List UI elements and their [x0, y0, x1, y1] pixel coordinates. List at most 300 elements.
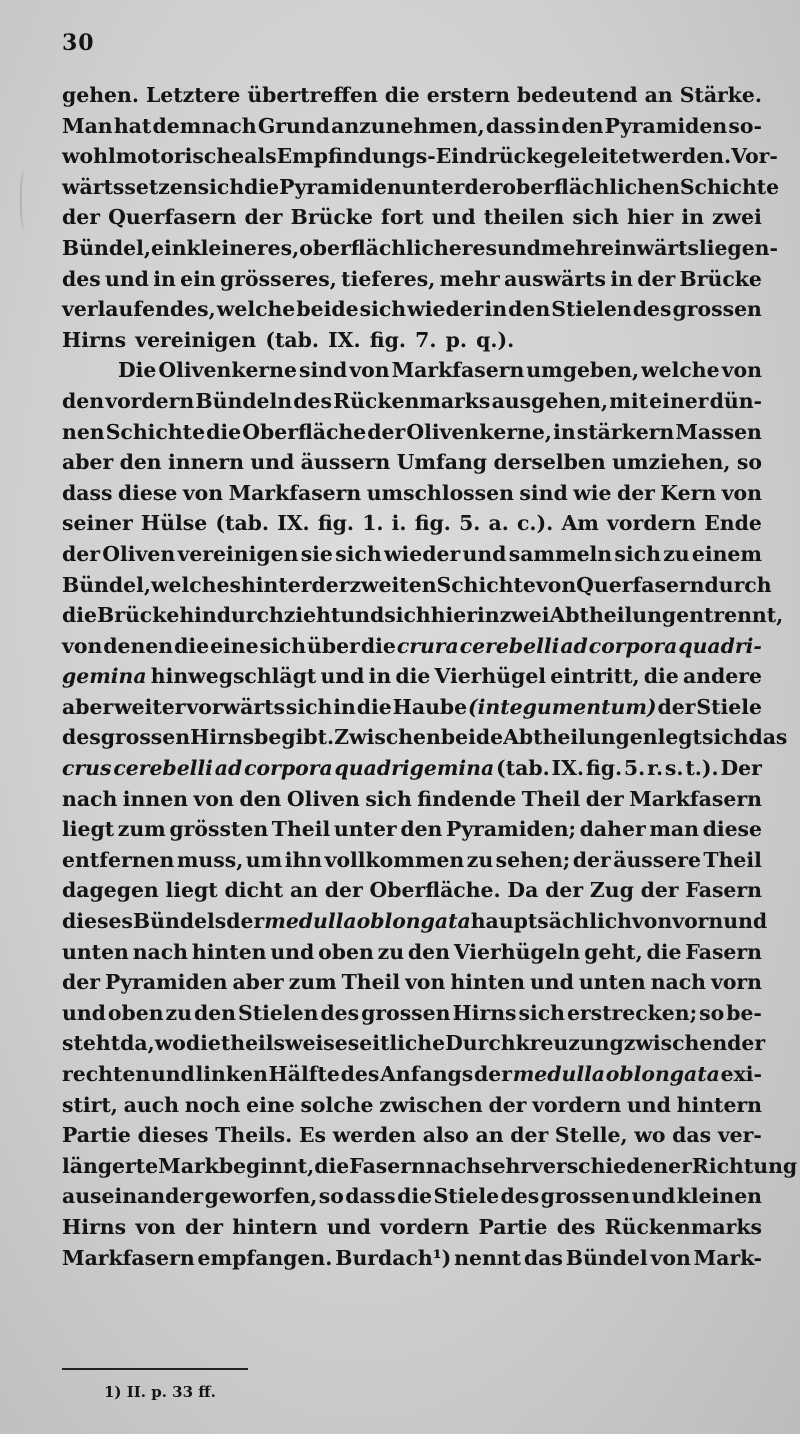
- word: in: [477, 603, 500, 628]
- word: nennt: [454, 1245, 522, 1270]
- word: oblongata: [356, 909, 471, 934]
- word: IX.: [551, 756, 585, 781]
- word: wärts: [62, 174, 125, 199]
- word: Letztere: [145, 83, 241, 107]
- word: des: [293, 388, 332, 413]
- text-line: [62, 80, 762, 111]
- word: einer: [649, 388, 709, 413]
- word: Fasern: [685, 939, 762, 964]
- word: beide: [296, 297, 359, 322]
- word: über: [307, 633, 360, 658]
- word: setzen: [124, 174, 198, 199]
- word: seitliche: [347, 1031, 446, 1056]
- word: sich: [359, 297, 407, 322]
- word: Empfindungs-Eindrücke: [276, 144, 554, 169]
- word: vereinigen: [135, 327, 257, 352]
- word: den: [119, 450, 162, 475]
- word: corpora: [244, 756, 333, 781]
- word: Theil: [703, 847, 762, 872]
- word: legt: [657, 725, 702, 750]
- word: fort: [381, 205, 424, 230]
- word: noch: [184, 1092, 241, 1117]
- word: zu: [165, 1000, 192, 1025]
- word: dün-: [709, 388, 762, 413]
- word: be-: [726, 1000, 762, 1025]
- word: diese: [702, 817, 762, 842]
- word: Querfasern: [576, 572, 705, 597]
- word: Es: [298, 1123, 326, 1148]
- word: Pyramiden: [104, 970, 228, 995]
- word: diese: [117, 480, 178, 505]
- word: Da: [507, 878, 539, 903]
- word: so: [736, 450, 762, 475]
- word: eintritt,: [550, 664, 640, 689]
- word: sie: [300, 541, 333, 566]
- word: zu: [663, 541, 690, 566]
- word: liegt: [62, 817, 115, 842]
- text-line: [62, 141, 778, 172]
- word: Rückenmarks: [604, 1214, 762, 1239]
- word: wohl: [62, 144, 116, 169]
- word: zwischen: [623, 1031, 728, 1056]
- word: sich: [259, 633, 307, 658]
- word: ihn: [284, 847, 323, 872]
- word: hintern: [676, 1092, 762, 1117]
- word: fig.: [317, 511, 355, 536]
- word: und: [150, 1062, 195, 1086]
- word: p.: [445, 327, 467, 352]
- word: theilen: [483, 205, 565, 230]
- word: Rückenmarks: [333, 388, 491, 413]
- text-line: [62, 753, 762, 784]
- text-line: [62, 631, 762, 662]
- text-line: [62, 539, 762, 570]
- margin-pencil-mark: [20, 170, 32, 230]
- word: Oliven: [286, 786, 360, 811]
- word: verschiedener: [531, 1153, 692, 1178]
- word: von: [650, 1245, 691, 1270]
- text-line: [62, 202, 762, 233]
- word: Markfasern: [629, 786, 762, 811]
- word: s.: [664, 756, 684, 781]
- word: Markfasern: [62, 1245, 195, 1270]
- word: den: [561, 113, 604, 138]
- word: und: [723, 909, 768, 934]
- word: die: [206, 419, 242, 444]
- word: Markfasern: [391, 358, 525, 383]
- word: die: [314, 1153, 350, 1178]
- word: cerebelli: [113, 756, 213, 781]
- word: Umfang: [396, 450, 488, 475]
- word: von: [535, 572, 577, 597]
- word: um: [245, 847, 283, 872]
- word: exi-: [720, 1062, 762, 1086]
- word: sammeln: [508, 541, 613, 566]
- word: Hirns: [452, 1000, 517, 1025]
- word: umziehen,: [612, 450, 731, 475]
- word: c.).: [517, 511, 554, 536]
- word: hier: [626, 205, 674, 230]
- word: so-: [728, 113, 762, 138]
- word: sind: [519, 480, 568, 505]
- word: der: [62, 541, 100, 566]
- word: t.).: [685, 756, 719, 781]
- word: beginnt,: [218, 1153, 315, 1178]
- word: und: [496, 235, 541, 260]
- word: wo: [634, 1123, 666, 1148]
- word: von: [349, 358, 390, 383]
- word: der: [640, 878, 679, 903]
- text-line: [62, 814, 762, 845]
- word: Mark: [158, 1153, 219, 1178]
- word: und: [631, 1184, 676, 1209]
- word: kleinen: [676, 1184, 762, 1209]
- word: nach: [425, 1153, 482, 1178]
- word: die: [244, 174, 280, 199]
- word: erstern: [426, 83, 510, 107]
- word: die: [174, 633, 210, 658]
- word: da,: [120, 1031, 155, 1056]
- word: das: [523, 1245, 563, 1270]
- word: zwischen: [379, 1092, 483, 1117]
- word: einem: [691, 541, 762, 566]
- word: Schichte: [436, 572, 536, 597]
- word: Stelle,: [554, 1123, 628, 1148]
- text-line: [62, 998, 762, 1029]
- word: ein: [180, 266, 216, 291]
- text-line: [62, 1181, 762, 1212]
- word: äussere: [613, 847, 701, 872]
- word: crura: [396, 633, 459, 658]
- word: Hülse: [140, 511, 208, 536]
- text-line: [62, 845, 762, 876]
- word: grossen: [672, 297, 762, 322]
- text-line: [62, 570, 772, 601]
- word: Durchkreuzung: [445, 1031, 624, 1056]
- word: motorische: [115, 144, 245, 169]
- word: Schichte: [105, 419, 206, 444]
- word: wo: [154, 1031, 186, 1056]
- word: hinten: [450, 970, 525, 995]
- text-line: [62, 661, 762, 692]
- word: sich: [614, 541, 661, 566]
- word: hauptsächlich: [470, 909, 632, 934]
- word: Bündel: [565, 1245, 648, 1270]
- word: (tab.: [215, 511, 270, 536]
- word: des: [340, 1062, 380, 1086]
- word: 1.: [362, 511, 384, 536]
- word: die: [397, 1184, 433, 1209]
- word: Hirns: [190, 725, 255, 750]
- word: von: [135, 1214, 176, 1239]
- word: zwei: [712, 205, 762, 230]
- text-line: [62, 1028, 766, 1059]
- word: den: [407, 939, 450, 964]
- word: grösseres,: [220, 266, 337, 291]
- word: a.: [488, 511, 509, 536]
- footnote: 1) II. p. 33 ff.: [104, 1383, 216, 1401]
- word: des: [62, 266, 101, 291]
- word: Brücke: [96, 603, 180, 628]
- text-line: [62, 1120, 762, 1151]
- word: in: [333, 694, 356, 719]
- word: sich: [518, 1000, 565, 1025]
- word: und: [320, 664, 365, 689]
- word: in: [610, 266, 633, 291]
- word: und: [105, 266, 149, 291]
- word: Ende: [704, 511, 762, 536]
- word: der: [473, 1062, 512, 1086]
- word: von: [721, 358, 762, 383]
- word: ver-: [717, 1123, 762, 1148]
- word: r.: [647, 756, 664, 781]
- word: bedeutend: [516, 83, 638, 107]
- word: Partie: [478, 1214, 548, 1239]
- word: Olivenkerne,: [406, 419, 552, 444]
- word: (tab.: [496, 756, 550, 781]
- word: aber: [62, 694, 114, 719]
- word: unten: [578, 970, 646, 995]
- word: oblongata: [605, 1062, 720, 1086]
- word: Man: [62, 113, 113, 138]
- word: die: [395, 664, 431, 689]
- word: Stiele: [696, 694, 762, 719]
- word: und: [326, 1214, 371, 1239]
- word: auseinander: [62, 1184, 204, 1209]
- word: Massen: [675, 419, 762, 444]
- text-line: [62, 1151, 798, 1182]
- word: der: [226, 909, 265, 934]
- word: vorwärts: [186, 694, 285, 719]
- word: nach: [132, 939, 189, 964]
- word: und: [529, 970, 574, 995]
- word: Der: [720, 756, 762, 781]
- word: in: [368, 664, 392, 689]
- word: aber: [232, 970, 284, 995]
- word: nen: [62, 419, 105, 444]
- word: des: [632, 297, 672, 322]
- word: daher: [579, 817, 646, 842]
- word: der: [545, 878, 584, 903]
- word: sich: [701, 725, 749, 750]
- word: Partie: [62, 1123, 131, 1148]
- word: den: [193, 1000, 236, 1025]
- word: der: [727, 1031, 766, 1056]
- word: also: [422, 1123, 469, 1148]
- word: vordern: [607, 511, 697, 536]
- word: und: [431, 205, 476, 230]
- word: Mark-: [693, 1245, 762, 1270]
- word: verlaufendes,: [62, 297, 216, 322]
- word: die: [360, 633, 396, 658]
- word: begibt.: [254, 725, 335, 750]
- word: der: [616, 480, 655, 505]
- word: solche: [300, 1092, 374, 1117]
- word: Vierhügeln: [453, 939, 581, 964]
- word: fig.: [414, 511, 451, 536]
- word: die: [62, 603, 97, 628]
- word: kleineres,: [186, 235, 300, 260]
- word: Zug: [589, 878, 634, 903]
- word: rechten: [62, 1062, 151, 1086]
- word: umgeben,: [526, 358, 640, 383]
- word: vordern: [105, 388, 195, 413]
- word: oben: [107, 1000, 164, 1025]
- word: sich: [365, 786, 412, 811]
- word: Hälfte: [268, 1062, 340, 1086]
- text-line: [62, 937, 762, 968]
- word: 5.: [459, 511, 481, 536]
- text-line: [62, 600, 784, 631]
- word: man: [649, 817, 699, 842]
- word: hinwegschlägt: [150, 664, 317, 689]
- word: dicht: [224, 878, 284, 903]
- word: Theil: [521, 786, 581, 811]
- word: der: [311, 572, 350, 597]
- word: des: [320, 1000, 360, 1025]
- word: von: [405, 970, 446, 995]
- word: quadrigemina: [334, 756, 495, 781]
- word: sich: [197, 174, 245, 199]
- word: an: [644, 83, 673, 107]
- word: vorn: [710, 970, 762, 995]
- word: medulla: [264, 909, 357, 934]
- word: Pyramiden;: [446, 817, 577, 842]
- word: der: [244, 205, 283, 230]
- word: des: [556, 1214, 596, 1239]
- word: cerebelli: [459, 633, 560, 658]
- word: Pyramiden: [604, 113, 728, 138]
- word: Theil: [341, 970, 401, 995]
- word: von: [62, 633, 103, 658]
- text-line: [62, 447, 762, 478]
- word: Stielen: [551, 297, 632, 322]
- word: unter: [401, 174, 465, 199]
- word: linken: [195, 1062, 268, 1086]
- word: die: [356, 694, 392, 719]
- word: innen: [122, 786, 188, 811]
- word: IX.: [328, 327, 361, 352]
- word: von: [721, 480, 762, 505]
- word: medulla: [512, 1062, 606, 1086]
- word: des: [62, 725, 101, 750]
- word: des: [500, 1184, 540, 1209]
- word: Bündels: [132, 909, 227, 934]
- word: vorn: [672, 909, 724, 934]
- text-line: [62, 875, 762, 906]
- body-text: [62, 80, 798, 1273]
- word: corpora: [588, 633, 678, 658]
- word: sich: [285, 694, 333, 719]
- word: und: [62, 1000, 106, 1025]
- word: der: [62, 205, 100, 230]
- word: muss,: [176, 847, 244, 872]
- text-line: [62, 325, 762, 356]
- word: stärkern: [576, 419, 675, 444]
- word: der: [464, 174, 503, 199]
- word: hinten: [191, 939, 267, 964]
- word: und: [626, 1092, 671, 1117]
- footnote-rule: [62, 1368, 248, 1370]
- word: zum: [288, 970, 337, 995]
- word: dass: [345, 1184, 396, 1209]
- word: Hirns: [62, 327, 127, 352]
- word: entfernen: [62, 847, 175, 872]
- word: Brücke: [679, 266, 762, 291]
- word: Kern: [660, 480, 717, 505]
- word: dass: [485, 113, 537, 138]
- word: der: [572, 847, 611, 872]
- word: der: [585, 786, 624, 811]
- word: findende: [417, 786, 517, 811]
- word: und: [270, 939, 315, 964]
- word: seiner: [62, 511, 133, 536]
- word: Olivenkerne: [158, 358, 297, 383]
- word: hat: [113, 113, 152, 138]
- word: vordern: [532, 1092, 622, 1117]
- word: Abtheilungen: [549, 603, 704, 628]
- word: werden.: [640, 144, 732, 169]
- word: sich: [384, 603, 431, 628]
- text-line: [62, 417, 762, 448]
- word: (integumentum): [468, 694, 657, 719]
- word: durch: [704, 572, 772, 597]
- text-line: [62, 906, 768, 937]
- word: oberflächlicheres: [299, 235, 497, 260]
- word: Querfasern: [108, 205, 237, 230]
- word: so: [318, 1184, 344, 1209]
- word: Vor-: [731, 144, 778, 169]
- word: unten: [62, 939, 129, 964]
- word: Richtung: [691, 1153, 798, 1178]
- word: sehr: [481, 1153, 532, 1178]
- word: von: [182, 480, 224, 505]
- word: 7.: [415, 327, 437, 352]
- word: äussern: [300, 450, 391, 475]
- word: Stiele: [433, 1184, 500, 1209]
- word: vordern: [380, 1214, 470, 1239]
- word: unter: [333, 817, 397, 842]
- word: längerte: [62, 1153, 159, 1178]
- word: weiter: [114, 694, 186, 719]
- word: und: [250, 450, 295, 475]
- word: an: [289, 878, 318, 903]
- word: Fasern: [685, 878, 762, 903]
- word: von: [193, 786, 234, 811]
- word: derselben: [493, 450, 606, 475]
- word: und: [340, 603, 385, 628]
- word: in: [537, 113, 561, 138]
- word: 5.: [623, 756, 646, 781]
- word: q.).: [476, 327, 515, 352]
- word: ad: [560, 633, 588, 658]
- word: Abtheilungen: [503, 725, 658, 750]
- word: grossen: [540, 1184, 631, 1209]
- word: quadri-: [678, 633, 762, 658]
- word: empfangen.: [197, 1245, 333, 1270]
- word: ein: [150, 235, 187, 260]
- word: grossen: [361, 1000, 451, 1025]
- word: auch: [123, 1092, 179, 1117]
- word: hinter: [240, 572, 312, 597]
- word: vollkommen: [324, 847, 465, 872]
- word: grossen: [100, 725, 191, 750]
- text-line: [62, 1243, 762, 1274]
- word: Schichte: [679, 174, 780, 199]
- text-line: [62, 722, 788, 753]
- text-line: [62, 264, 762, 295]
- word: oben: [318, 939, 374, 964]
